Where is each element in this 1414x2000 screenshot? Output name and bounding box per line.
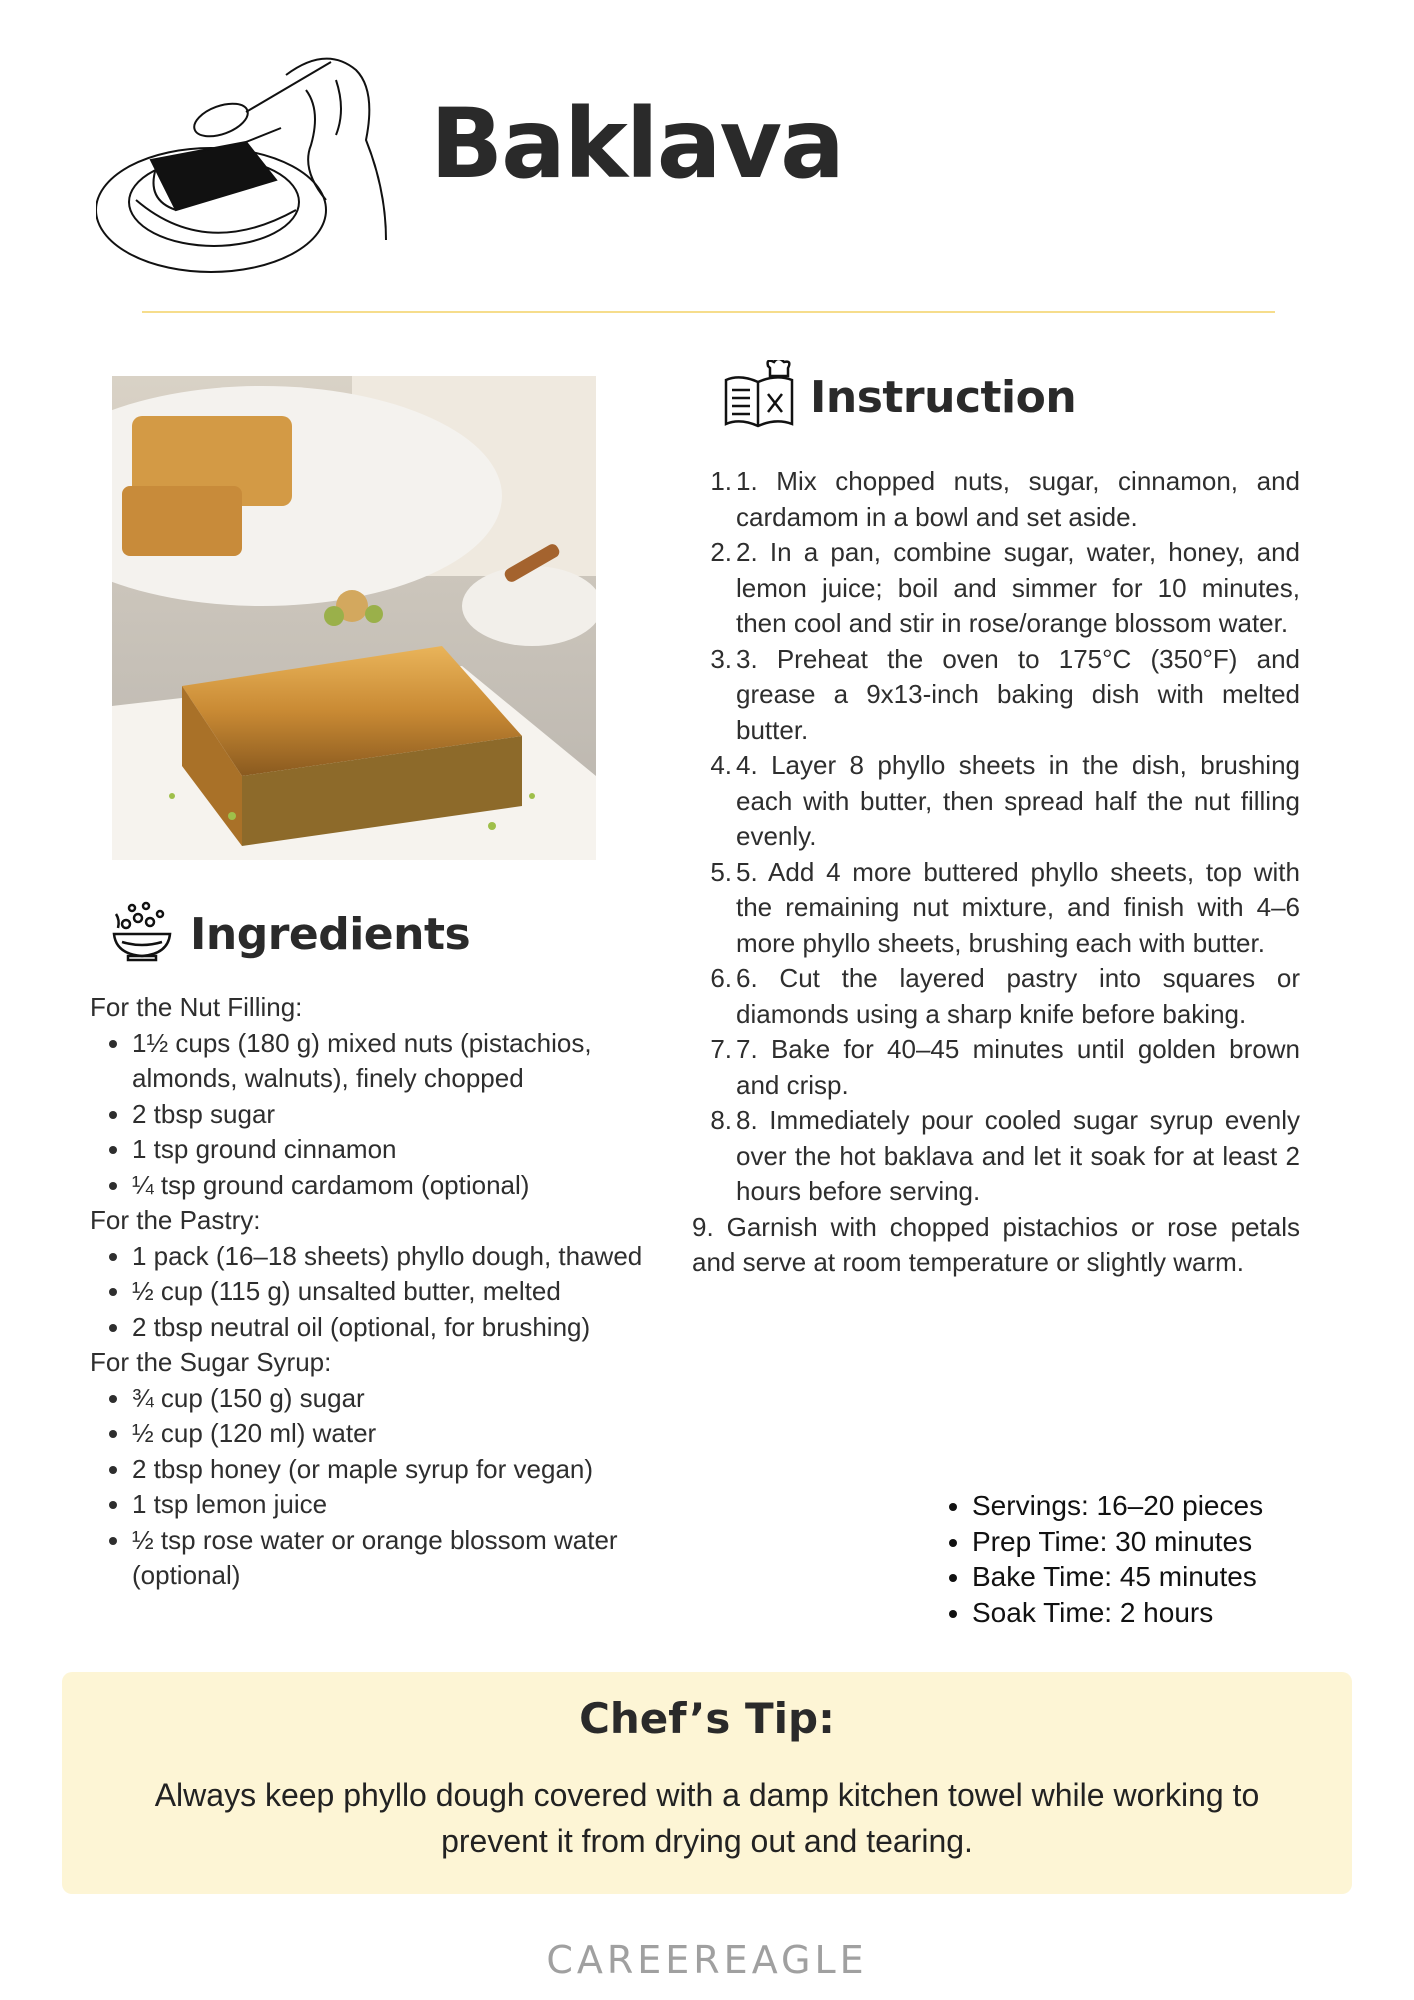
list-item: • 1 pack (16–18 sheets) phyllo dough, thawed (132, 1239, 660, 1275)
step-item: 5. 5. Add 4 more buttered phyllo sheets, top with the remaining nut mixture, and finish with 4–6 more phyllo sheets, brushing each with butter. (710, 856, 1300, 958)
step-item: 4. 4. Layer 8 phyllo sheets in the dish, brushing each with butter, then spread half the nut filling evenly. (710, 750, 1300, 851)
list-item: • ¼ tsp ground cardamom (optional) (132, 1168, 660, 1204)
step-item: 8. 8. Immediately pour cooled sugar syrup evenly over the hot baklava and let it soak for at least 2 hours before serving. (710, 1105, 1300, 1206)
instruction-header (722, 360, 1076, 435)
soak-time: • Soak Time: 2 hours (972, 1595, 1324, 1631)
chef-tip-box (62, 1672, 1352, 1894)
list-item: • 1 tsp ground cinnamon (132, 1132, 660, 1168)
list-item: • ½ tsp rose water or orange blossom water (optional) (132, 1523, 660, 1594)
servings: • Servings: 16–20 pieces (972, 1488, 1324, 1524)
chef-tip-text: Always keep phyllo dough covered with a damp kitchen towel while working to prevent it from drying out and tearing. (154, 1777, 1260, 1859)
recipe-title: Baklava (430, 88, 843, 200)
list-item: • 2 tbsp neutral oil (optional, for brushing) (132, 1310, 660, 1346)
baklava-photo (112, 376, 596, 860)
brand-logo: CAREEREAGLE (546, 1938, 868, 1982)
bowl-icon (108, 898, 176, 971)
step-item: 7. 7. Bake for 40–45 minutes until golden brown and crisp. (710, 1034, 1300, 1100)
prep-time: • Prep Time: 30 minutes (972, 1524, 1324, 1560)
list-item: • 2 tbsp honey (or maple syrup for vegan) (132, 1452, 660, 1488)
step-item: 3. 3. Preheat the oven to 175°C (350°F) and grease a 9x13-inch baking dish with melted butter. (710, 643, 1300, 745)
instruction-heading: Instruction (810, 372, 1077, 423)
step-item-last: 9. Garnish with chopped pistachios or rose petals and serve at room temperature or slightly warm. (692, 1211, 1300, 1277)
ingredients-heading: Ingredients (190, 909, 471, 960)
list-item: • 2 tbsp sugar (132, 1097, 660, 1133)
chef-tip-title: Chef’s Tip: (579, 1694, 835, 1743)
list-item: • ½ cup (120 ml) water (132, 1416, 660, 1452)
list-item: • ½ cup (115 g) unsalted butter, melted (132, 1274, 660, 1310)
cookbook-icon (722, 360, 796, 435)
ingredients-list (90, 990, 660, 1594)
plate-spoon-illustration-icon (96, 50, 396, 282)
step-item: 6. 6. Cut the layered pastry into squares or diamonds using a sharp knife before baking. (710, 963, 1300, 1029)
list-item: • ¾ cup (150 g) sugar (132, 1381, 660, 1417)
list-item: • 1 tsp lemon juice (132, 1487, 660, 1523)
step-item: 1. 1. Mix chopped nuts, sugar, cinnamon, and cardamom in a bowl and set aside. (710, 466, 1300, 532)
sugar-syrup-label: For the Sugar Syrup: (90, 1347, 332, 1377)
bake-time: • Bake Time: 45 minutes (972, 1559, 1324, 1595)
nut-filling-label: For the Nut Filling: (90, 992, 303, 1022)
sugar-syrup-items (90, 1381, 660, 1594)
nut-filling-items (90, 1026, 660, 1204)
ingredients-header (108, 898, 470, 971)
instruction-steps (692, 464, 1300, 1281)
header-divider (142, 311, 1275, 313)
list-item: • 1½ cups (180 g) mixed nuts (pistachios, almonds, walnuts), finely chopped (132, 1026, 660, 1097)
step-item: 2. 2. In a pan, combine sugar, water, honey, and lemon juice; boil and simmer for 10 minutes, then cool and stir in rose/orange blossom water. (710, 537, 1300, 638)
pastry-items (90, 1239, 660, 1346)
pastry-label: For the Pastry: (90, 1205, 261, 1235)
recipe-stats (944, 1488, 1324, 1630)
